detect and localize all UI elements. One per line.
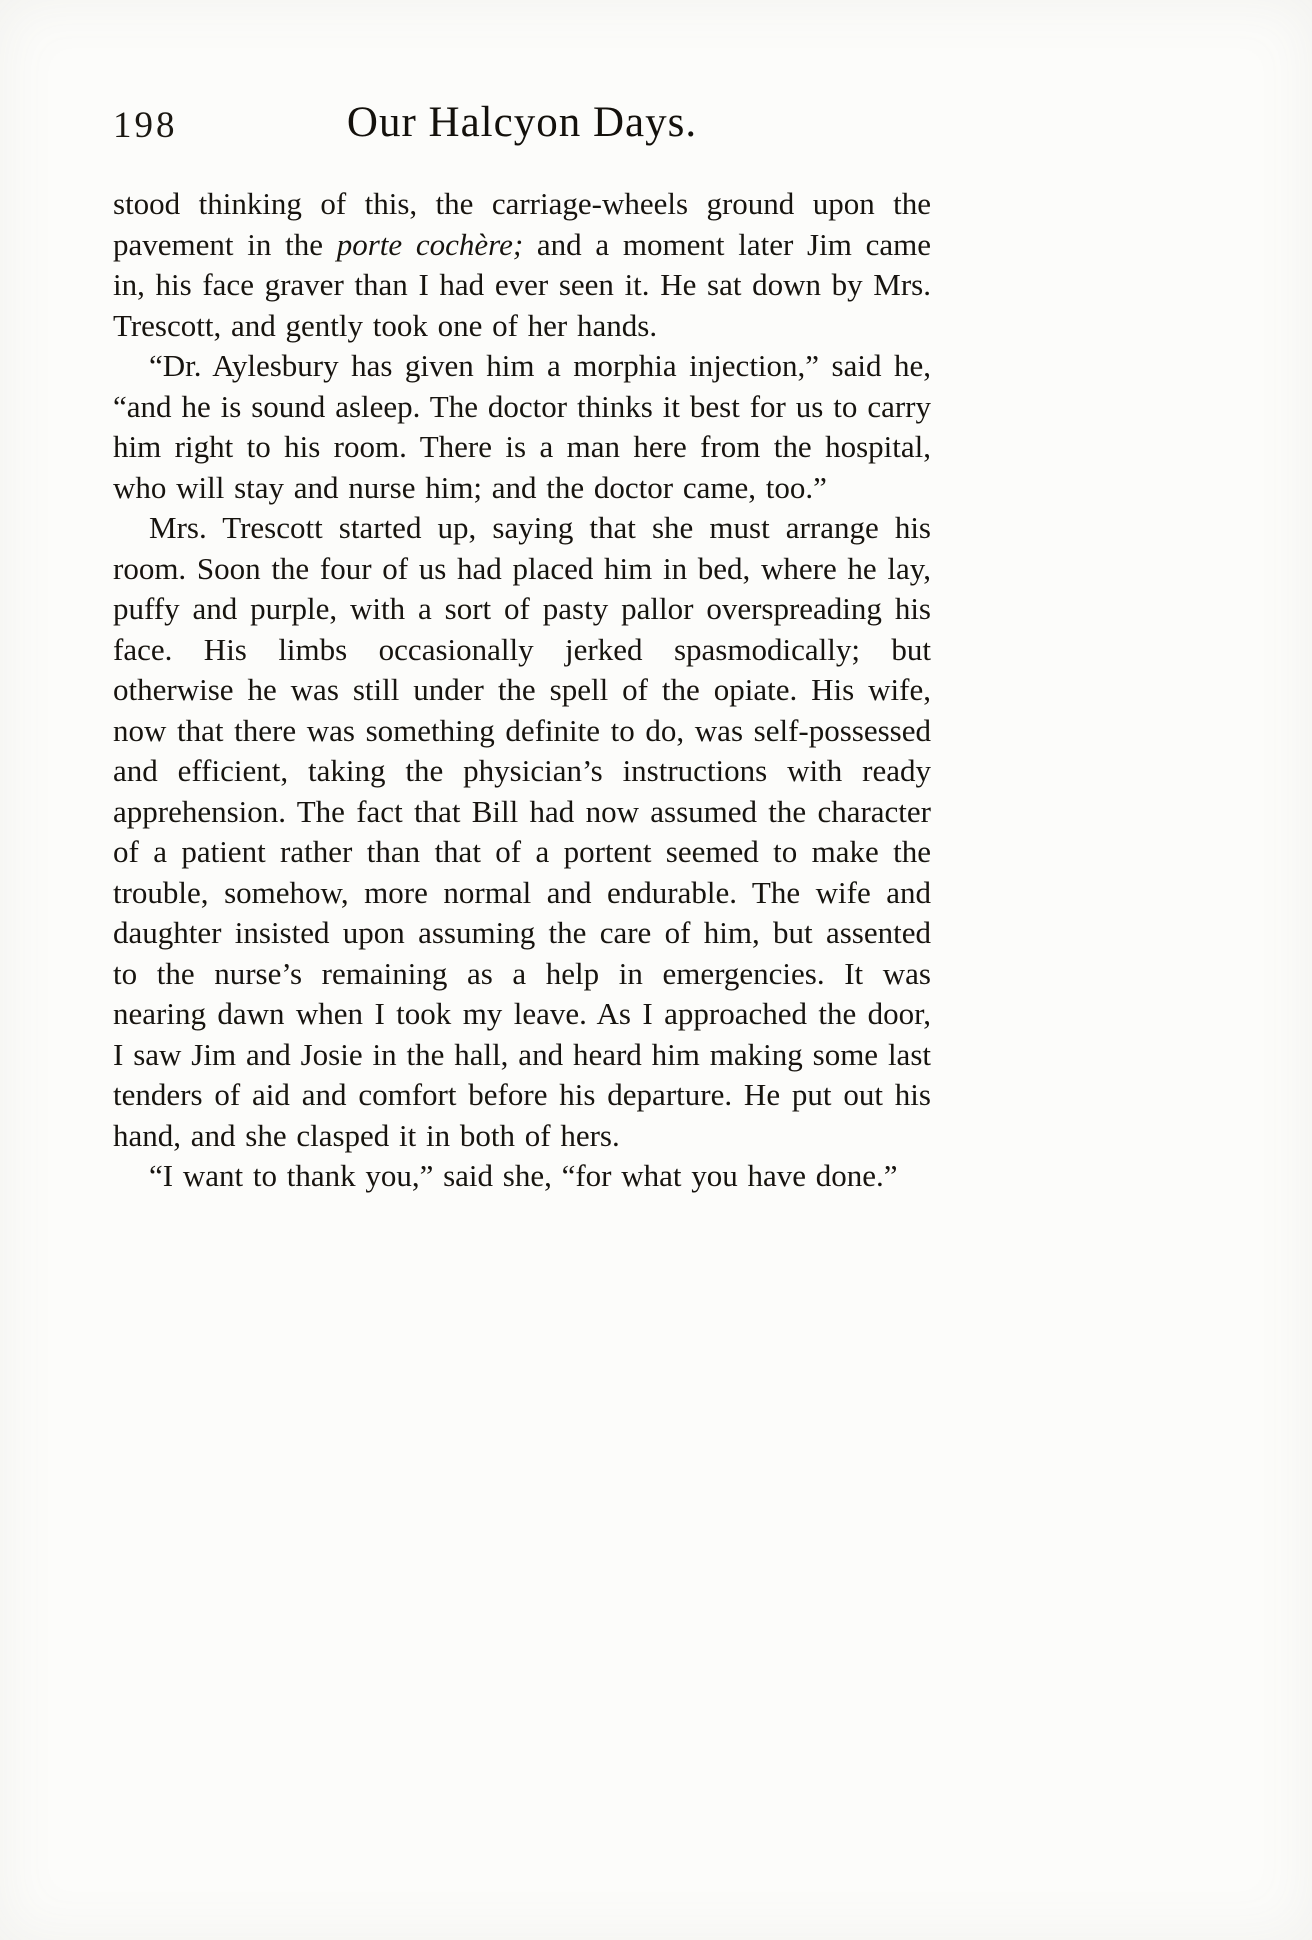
paragraph	[113, 508, 931, 1156]
page-number: 198	[113, 105, 178, 146]
page-body-text	[113, 184, 931, 1197]
paragraph	[113, 184, 931, 346]
text-segment: Mrs. Trescott started up, saying that she must arrange his room. Soon the four of us had placed him in bed, where he lay, puffy and purple, with a sort of pasty pallor overspreading his face. His limbs occasionally jerked spasmodically; but otherwise he was still under the spell of the opiate. His wife, now that there was something definite to do, was self-possessed and efficient, taking the physician’s instructions with ready apprehension. The fact that Bill had now assumed the character of a patient rather than that of a portent seemed to make the trouble, somehow, more normal and endurable. The wife and daughter insisted upon assuming the care of him, but assented to the nurse’s remaining as a help in emergencies. It was nearing dawn when I took my leave. As I approached the door, I saw Jim and Josie in the hall, and heard him making some last tenders of aid and comfort before his departure. He put out his hand, and she clasped it in both of hers.	[113, 510, 931, 1153]
text-segment: stood thinking of this, the carriage-wheels ground upon the pavement in the	[113, 186, 931, 262]
italic-phrase: porte cochère;	[336, 226, 524, 262]
page-header	[113, 98, 931, 147]
paragraph	[113, 1156, 931, 1197]
text-segment: “Dr. Aylesbury has given him a morphia injection,” said he, “and he is sound asleep. The doctor thinks it best for us to carry him right to his room. There is a man here from the hospital, who will stay and nurse him; and the doctor came, too.”	[113, 348, 931, 505]
text-segment: “I want to thank you,” said she, “for what you have done.”	[149, 1158, 898, 1193]
paragraph	[113, 346, 931, 508]
text-segment: and a moment later Jim came in, his face graver than I had ever seen it. He sat down by Mrs. Trescott, and gently took one of her hands.	[113, 226, 931, 343]
page-title: Our Halcyon Days.	[346, 99, 698, 146]
